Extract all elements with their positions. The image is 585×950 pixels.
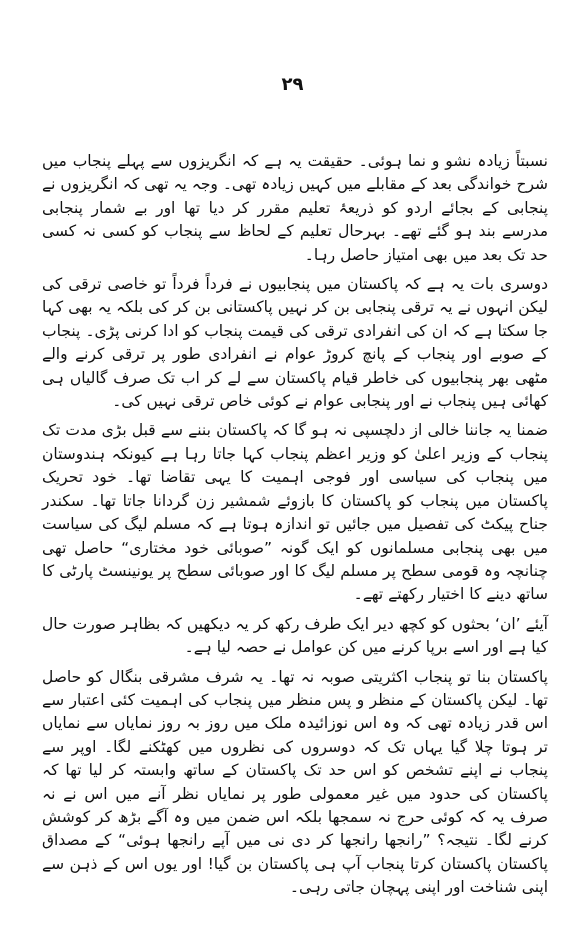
page-number: ۲۹ bbox=[281, 74, 304, 95]
paragraph: نسبتاً زیادہ نشو و نما ہوئی۔ حقیقت یہ ہے کہ انگریزوں سے پہلے پنجاب میں شرح خواندگی بعد کے مقابلے میں کہیں زیادہ تھی۔ وجہ یہ تھی کہ انگریزوں نے پنجابی کے بجائے اردو کو ذریعۂ تعلیم مقرر کر دیا تھا اور بے شمار پنجابی مدرسے بند ہو گئے تھے۔ بہرحال تعلیم کے لحاظ سے پنجاب کو کسی نہ کسی حد تک بعد میں بھی امتیاز حاصل رہا۔ bbox=[42, 152, 548, 264]
paragraph: ضمنا یہ جاننا خالی از دلچسپی نہ ہو گا کہ پاکستان بننے سے قبل بڑی مدت تک پنجاب کے وزیر اعلیٰ کو وزیر اعظم پنجاب کہا جاتا رہا ہے کیونکہ ہندوستان میں پنجاب کی سیاسی اور فوجی اہمیت کا یہی تقاضا تھا۔ خود تحریک پاکستان میں پنجاب کو پاکستان کا بازوئے شمشیر زن گردانا جاتا تھا۔ سکندر جناح پیکٹ کی تفصیل میں جائیں تو اندازہ ہوتا ہے کہ مسلم لیگ کی سیاست میں بھی پنجابی مسلمانوں کو ایک گونہ ”صوبائی خود مختاری“ حاصل تھی چنانچہ وہ قومی سطح پر مسلم لیگ کا اور صوبائی سطح پر یونینسٹ پارٹی کا ساتھ دینے کا اختیار رکھتے تھے۔ bbox=[42, 421, 548, 604]
paragraph: دوسری بات یہ ہے کہ پاکستان میں پنجابیوں نے فرداً فرداً تو خاصی ترقی کی لیکن انہوں نے یہ ترقی پنجابی بن کر نہیں پاکستانی بن کر کی بلکہ یہ بھی کہا جا سکتا ہے کہ ان کی انفرادی ترقی کی قیمت پنجاب کو ادا کرنی پڑی۔ پنجاب کے صوبے اور پنجاب کے پانچ کروڑ عوام نے انفرادی طور پر ترقی کرنے والے مٹھی بھر پنجابیوں کی خاطر قیام پاکستان سے لے کر اب تک صرف گالیاں ہی کھائی ہیں پنجاب نے اور پنجابی عوام نے کوئی خاص ترقی نہیں کی۔ bbox=[42, 275, 548, 411]
body-text bbox=[42, 150, 548, 906]
paragraph: پاکستان بنا تو پنجاب اکثریتی صوبہ نہ تھا۔ یہ شرف مشرقی بنگال کو حاصل تھا۔ لیکن پاکستان کے منظر و پس منظر میں پنجاب کی اہمیت کئی اعتبار سے اس قدر زیادہ تھی کہ وہ اس نوزائیدہ ملک میں روز بہ روز نمایاں سے نمایاں تر ہوتا چلا گیا یہاں تک کہ دوسروں کی نظروں میں کھٹکنے لگا۔ اوپر سے پنجاب نے اپنے تشخص کو اس حد تک پاکستان کے ساتھ وابستہ کر لیا تھا کہ پاکستان کی حدود میں غیر معمولی طور پر نمایاں نظر آنے میں اس نے نہ صرف یہ کہ کوئی حرج نہ سمجھا بلکہ اس ضمن میں وہ آگے بڑھ کر کوشش کرنے لگا۔ نتیجہ؟ ”رانجھا رانجھا کر دی نی میں آپے رانجھا ہوئی“ کے مصداق پاکستان پاکستان کرتا پنجاب آپ ہی پاکستان بن گیا! اور یوں اس کے ذہن سے اپنی شناخت اور اپنی پہچان جاتی رہی۔ bbox=[42, 667, 548, 897]
paragraph: آیئے ’ان‘ بحثوں کو کچھ دیر ایک طرف رکھ کر یہ دیکھیں کہ بظاہر صورت حال کیا ہے اور اسے برپا کرنے میں کن عوامل نے حصہ لیا ہے۔ bbox=[42, 614, 548, 657]
